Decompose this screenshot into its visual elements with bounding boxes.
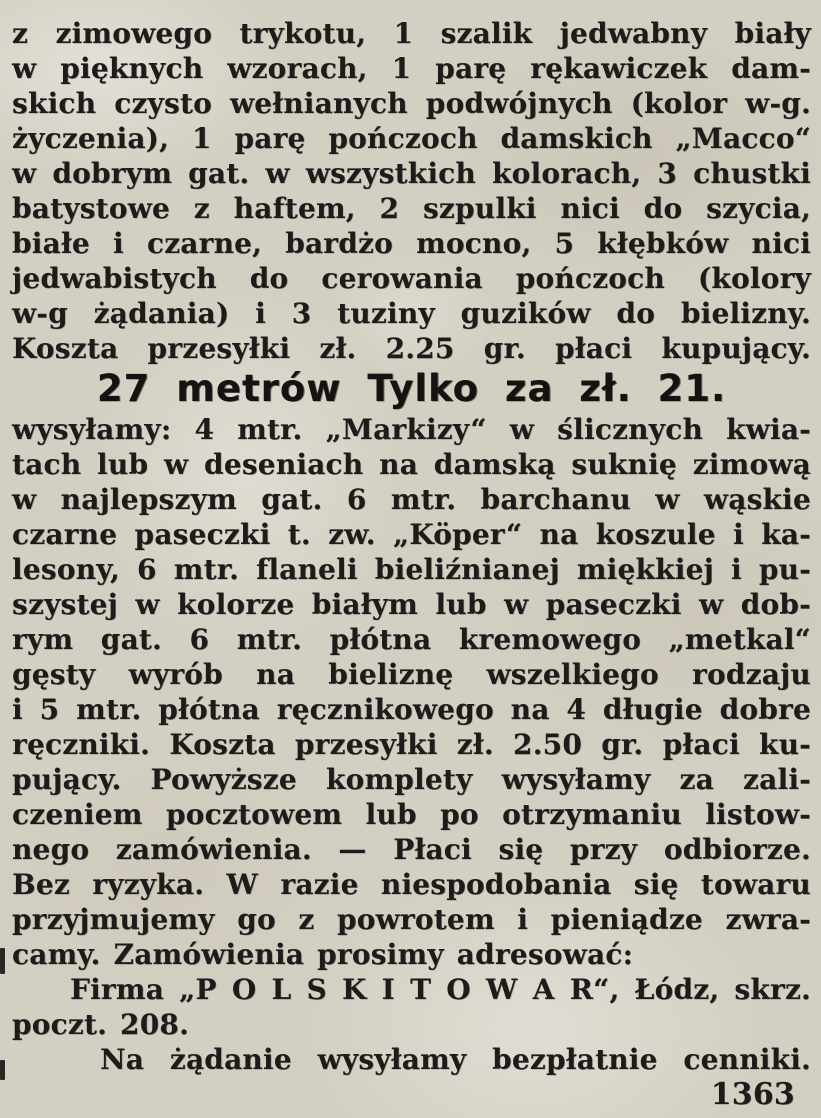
firm-address-line: poczt. 208. (12, 1008, 190, 1041)
body-text-line: wysyłamy: 4 mtr. „Markizy“ w ślicznych kwia- (12, 413, 811, 446)
body-text-line: lesony, 6 mtr. flaneli bieliźnianej miękkiej i pu- (12, 553, 811, 586)
body-text-line: w dobrym gat. w wszystkich kolorach, 3 chustki (12, 157, 811, 190)
scan-artifact (0, 1060, 5, 1080)
body-text-line: czarne paseczki t. zw. „Köper“ na koszule i ka- (12, 518, 811, 551)
body-text-line: skich czysto wełnianych podwójnych (kolor w-g. (12, 87, 811, 120)
body-text-line: białe i czarne, bardżo mocno, 5 kłębków nici (12, 227, 811, 260)
body-text-line: w pięknych wzorach, 1 parę rękawiczek dam- (12, 52, 811, 85)
body-text-line: w najlepszym gat. 6 mtr. barchanu w wąskie (12, 483, 811, 516)
ad-number: 1363 (710, 1077, 795, 1112)
body-text-line: przyjmujemy go z powrotem i pieniądze zwra- (12, 903, 811, 936)
body-text-line: rym gat. 6 mtr. płótna kremowego „metkal“ (12, 623, 811, 656)
body-text-line: pujący. Powyższe komplety wysyłamy za zali- (12, 763, 811, 796)
body-text-line: czeniem pocztowem lub po otrzymaniu listow- (12, 798, 811, 831)
scan-artifact (0, 948, 5, 974)
body-text-line: tach lub w deseniach na damską suknię zimową (12, 448, 811, 481)
body-text-line: batystowe z haftem, 2 szpulki nici do szycia, (12, 192, 811, 225)
body-text-line: w-g żądania) i 3 tuziny guzików do bielizny. (12, 297, 811, 330)
body-text-line: Bez ryzyka. W razie niespodobania się towaru (12, 868, 811, 901)
body-text-line: camy. Zamówienia prosimy adresować: (12, 938, 634, 971)
body-text-line: z zimowego trykotu, 1 szalik jedwabny biały (12, 17, 811, 50)
closing-text-line: Na żądanie wysyłamy bezpłatnie cenniki. (100, 1043, 811, 1076)
body-text-line: jedwabistych do cerowania pończoch (kolory (12, 262, 811, 295)
body-text-line: nego zamówienia. — Płaci się przy odbiorze. (12, 833, 811, 866)
body-text-line: szystej w kolorze białym lub w paseczki w dob- (12, 588, 811, 621)
body-text-line: Koszta przesyłki zł. 2.25 gr. płaci kupujący. (12, 332, 811, 365)
body-text-line: gęsty wyrób na bieliznę wszelkiego rodzaju (12, 658, 811, 691)
body-text-line: ręczniki. Koszta przesyłki zł. 2.50 gr. płaci ku- (12, 728, 811, 761)
firm-address-line: Firma „P O L S K I T O W A R“, Łódz, skrz. (70, 973, 811, 1006)
offer-heading: 27 metrów Tylko za zł. 21. (96, 367, 727, 410)
body-text-line: i 5 mtr. płótna ręcznikowego na 4 długie dobre (12, 693, 811, 726)
body-text-line: życzenia), 1 parę pończoch damskich „Macco“ (12, 122, 811, 155)
